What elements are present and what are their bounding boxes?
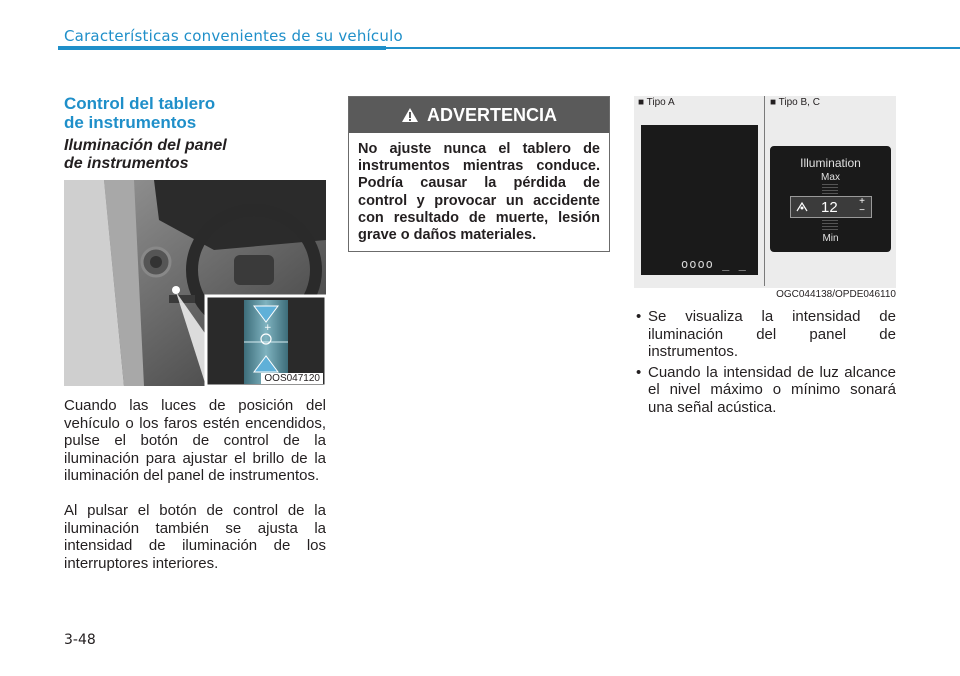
figure-divider bbox=[764, 96, 765, 286]
illumination-max-label: Max bbox=[821, 172, 840, 183]
body-paragraph-1: Cuando las luces de posición del vehículo o los faros estén encendidos, pulse el botón de control de la iluminación para ajustar el brillo de la iluminación del panel de instrumentos. bbox=[64, 397, 326, 484]
cluster-screen-type-b bbox=[770, 146, 891, 252]
bullet-list bbox=[634, 308, 896, 419]
plus-icon: + bbox=[859, 196, 865, 207]
list-item: • Cuando la intensidad de luz alcance el nivel máximo o mínimo sonará una señal acústica. bbox=[634, 364, 896, 417]
dashboard-illustration bbox=[64, 180, 326, 386]
cluster-screen-type-a bbox=[641, 125, 758, 275]
figure-code-strip bbox=[634, 288, 896, 302]
section-subtitle: Iluminación del panel de instrumentos bbox=[64, 137, 227, 172]
illumination-level-bar bbox=[790, 196, 872, 218]
illumination-level-value: 12 bbox=[821, 199, 838, 216]
illumination-icon bbox=[795, 202, 809, 212]
warning-header bbox=[349, 97, 609, 133]
type-a-level-display: oooo _ _ bbox=[681, 257, 747, 271]
list-item: • Se visualiza la intensidad de iluminación del panel de instrumentos. bbox=[634, 308, 896, 361]
header-rule-thick bbox=[58, 46, 386, 50]
dashboard-photo bbox=[64, 180, 326, 386]
header-rule-thin bbox=[386, 47, 960, 49]
svg-text:+: + bbox=[264, 323, 272, 333]
scale-bars-top bbox=[822, 184, 838, 194]
scale-bars-bottom bbox=[822, 220, 838, 230]
type-bc-label: ■ Tipo B, C bbox=[770, 97, 820, 108]
warning-text: No ajuste nunca el tablero de instrumentos mientras conduce. Podría causar la pérdida de control y provocar un accidente con resultado de muerte, lesión grave o daños materiales. bbox=[358, 141, 600, 244]
minus-icon: − bbox=[859, 205, 865, 216]
photo-code: OOS047120 bbox=[261, 373, 323, 384]
illumination-min-label: Min bbox=[822, 233, 839, 244]
figure-code: OGC044138/OPDE046110 bbox=[776, 289, 896, 300]
warning-heading: ADVERTENCIA bbox=[426, 104, 557, 125]
warning-box bbox=[348, 96, 610, 252]
type-a-label: ■ Tipo A bbox=[638, 97, 675, 108]
section-title: Control del tablero de instrumentos bbox=[64, 94, 216, 132]
body-paragraph-2: Al pulsar el botón de control de la iluminación también se ajusta la intensidad de iluminación de los interruptores interiores. bbox=[64, 502, 326, 572]
illumination-title: Illumination bbox=[800, 156, 861, 170]
page-number: 3-48 bbox=[64, 632, 96, 648]
chapter-title: Características convenientes de su vehículo bbox=[64, 27, 403, 45]
warning-triangle-icon bbox=[401, 107, 419, 123]
